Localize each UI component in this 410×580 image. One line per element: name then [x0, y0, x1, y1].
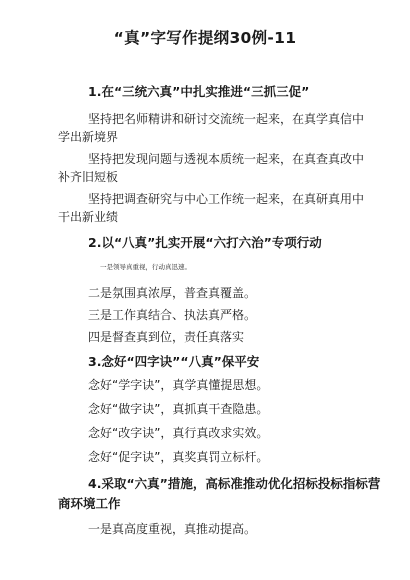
section-4-paragraph-1: 一是真高度重视，真推动提高。 [88, 522, 257, 536]
section-1-paragraph-1-line-2: 学出新境界 [58, 130, 119, 144]
section-2-heading: 2.以“八真”扎实开展“六打六治”专项行动 [88, 235, 322, 250]
section-4-heading-line-1: 4.采取“六真”措施，高标准推动优化招标投标指标营 [88, 476, 381, 491]
section-1-paragraph-1-line-1: 坚持把名师精讲和研讨交流统一起来，在真学真信中 [88, 112, 365, 126]
section-3-heading: 3.念好“四字诀”“八真”保平安 [88, 354, 260, 369]
document-title: “真”字写作提纲30例-11 [113, 29, 297, 47]
section-3-paragraph-2: 念好“做字诀”，真抓真干查隐患。 [88, 402, 269, 416]
section-1-paragraph-3-line-1: 坚持把调查研究与中心工作统一起来，在真研真用中 [88, 192, 365, 206]
section-3-paragraph-1: 念好“学字诀”，真学真懂提思想。 [88, 378, 269, 392]
section-3-paragraph-3: 念好“改字诀”，真行真改求实效。 [88, 426, 269, 440]
section-2-note: 一是领导真重视，行动真迅速。 [100, 263, 191, 271]
section-3-paragraph-4: 念好“促字诀”，真奖真罚立标杆。 [88, 450, 269, 464]
section-2-paragraph-2: 三是工作真结合、执法真严格。 [88, 308, 257, 322]
section-1-heading: 1.在“三统六真”中扎实推进“三抓三促” [88, 84, 310, 99]
section-1-paragraph-2-line-1: 坚持把发现问题与透视本质统一起来，在真查真改中 [88, 152, 365, 166]
section-1-paragraph-2-line-2: 补齐旧短板 [58, 170, 119, 184]
section-2-paragraph-3: 四是督查真到位，责任真落实 [88, 330, 245, 344]
section-4-heading-line-2: 商环境工作 [58, 496, 121, 511]
section-2-paragraph-1: 二是氛围真浓厚，普查真覆盖。 [88, 286, 257, 300]
section-1-paragraph-3-line-2: 干出新业绩 [58, 210, 119, 224]
